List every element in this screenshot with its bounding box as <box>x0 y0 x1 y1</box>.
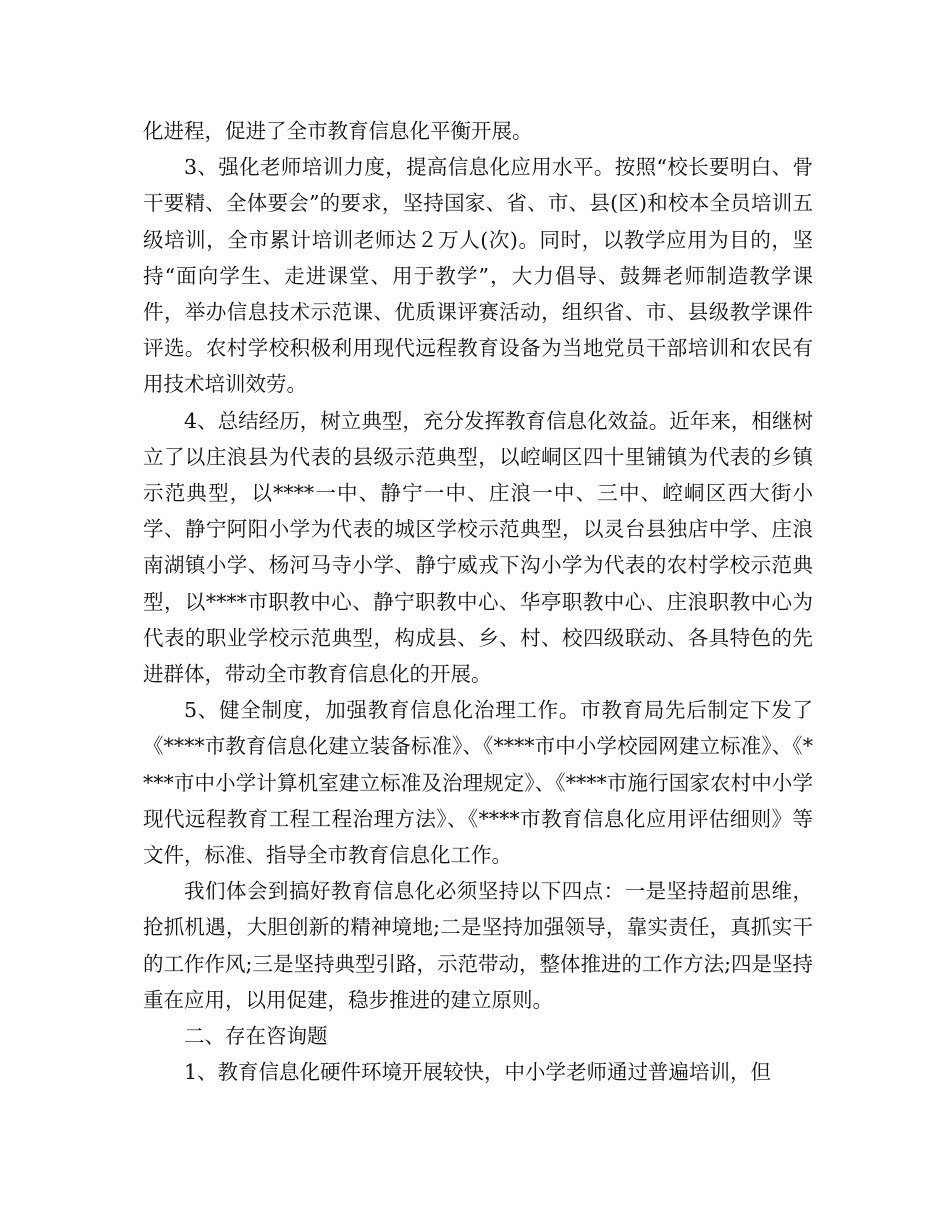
paragraph-typical-models: 4、总结经历，树立典型，充分发挥教育信息化效益。近年来，相继树立了以庄浪县为代表的县级示范典型，以崆峒区四十里铺镇为代表的乡镇示范典型，以****一中、静宁一中、庄浪一中、三中、崆峒区西大街小学、静宁阿阳小学为代表的城区学校示范典型，以灵台县独店中学、庄浪南湖镇小学、杨河马寺小学、静宁威戎下沟小学为代表的农村学校示范典型，以****市职教中心、静宁职教中心、华亭职教中心、庄浪职教中心为代表的职业学校示范典型，构成县、乡、村、校四级联动、各具特色的先进群体，带动全市教育信息化的开展。 <box>143 408 813 687</box>
paragraph-problem-1: 1、教育信息化硬件环境开展较快，中小学老师通过普遍培训，但 <box>184 1060 772 1085</box>
section-heading-problems: 二、存在咨询题 <box>184 1024 328 1049</box>
paragraph-management-system: 5、健全制度，加强教育信息化治理工作。市教育局先后制定下发了《****市教育信息化建立装备标准》、《****市中小学校园网建立标准》、《****市中小学计算机室建立标准及治理规定》、《****市施行国家农村中小学现代远程教育工程工程治理方法》、《****市教育信息化应用评估细则》等文件，标准、指导全市教育信息化工作。 <box>143 698 813 868</box>
paragraph-teacher-training: 3、强化老师培训力度，提高信息化应用水平。按照“校长要明白、骨干要精、全体要会”的要求，坚持国家、省、市、县(区)和校本全员培训五级培训，全市累计培训老师达２万人(次)。同时，以教学应用为目的，坚持“面向学生、走进课堂、用于教学”，大力倡导、鼓舞老师制造教学课件，举办信息技术示范课、优质课评赛活动，组织省、市、县级教学课件评选。农村学校积极利用现代远程教育设备为当地党员干部培训和农民有用技术培训效劳。 <box>143 155 813 397</box>
document-body <box>143 113 813 1090</box>
paragraph-four-points: 我们体会到搞好教育信息化必须坚持以下四点：一是坚持超前思维，抢抓机遇，大胆创新的精神境地;二是坚持加强领导，靠实责任，真抓实干的工作作风;三是坚持典型引路，示范带动，整体推进的工作方法;四是坚持重在应用，以用促建，稳步推进的建立原则。 <box>143 879 813 1012</box>
paragraph-continuation: 化进程，促进了全市教育信息化平衡开展。 <box>143 119 533 143</box>
